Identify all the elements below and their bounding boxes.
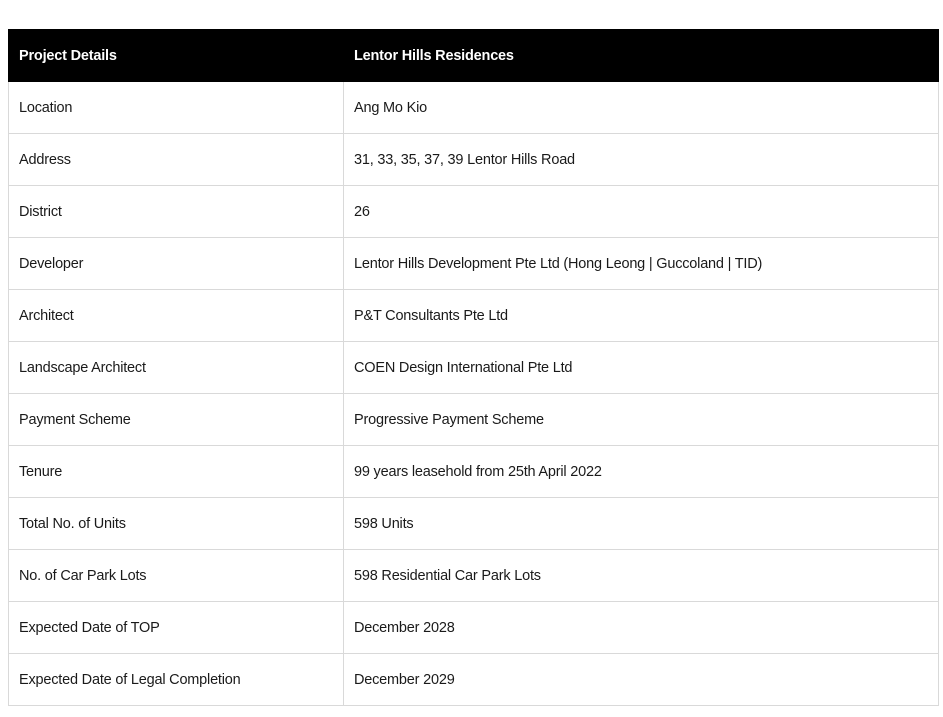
project-details-table-container bbox=[8, 29, 938, 706]
row-label: District bbox=[9, 186, 344, 238]
table-row bbox=[9, 134, 939, 186]
row-value: Ang Mo Kio bbox=[344, 82, 939, 134]
table-row bbox=[9, 654, 939, 706]
row-value: December 2029 bbox=[344, 654, 939, 706]
table-row bbox=[9, 238, 939, 290]
row-label: Address bbox=[9, 134, 344, 186]
row-value: Progressive Payment Scheme bbox=[344, 394, 939, 446]
row-label: Location bbox=[9, 82, 344, 134]
row-label: No. of Car Park Lots bbox=[9, 550, 344, 602]
row-label: Expected Date of Legal Completion bbox=[9, 654, 344, 706]
row-label: Landscape Architect bbox=[9, 342, 344, 394]
header-cell-label: Project Details bbox=[9, 30, 344, 82]
row-label: Architect bbox=[9, 290, 344, 342]
table-row bbox=[9, 498, 939, 550]
row-value: 99 years leasehold from 25th April 2022 bbox=[344, 446, 939, 498]
row-value: P&T Consultants Pte Ltd bbox=[344, 290, 939, 342]
row-value: 598 Residential Car Park Lots bbox=[344, 550, 939, 602]
row-value: Lentor Hills Development Pte Ltd (Hong Leong | Guccoland | TID) bbox=[344, 238, 939, 290]
row-value: COEN Design International Pte Ltd bbox=[344, 342, 939, 394]
row-value: 26 bbox=[344, 186, 939, 238]
row-value: 598 Units bbox=[344, 498, 939, 550]
table-row bbox=[9, 186, 939, 238]
table-row bbox=[9, 602, 939, 654]
table-row bbox=[9, 446, 939, 498]
table-row bbox=[9, 342, 939, 394]
row-value: 31, 33, 35, 37, 39 Lentor Hills Road bbox=[344, 134, 939, 186]
row-label: Developer bbox=[9, 238, 344, 290]
header-cell-value: Lentor Hills Residences bbox=[344, 30, 939, 82]
table-row bbox=[9, 82, 939, 134]
row-value: December 2028 bbox=[344, 602, 939, 654]
table-row bbox=[9, 394, 939, 446]
row-label: Expected Date of TOP bbox=[9, 602, 344, 654]
project-details-table bbox=[8, 29, 939, 706]
table-header-row bbox=[9, 30, 939, 82]
row-label: Payment Scheme bbox=[9, 394, 344, 446]
row-label: Total No. of Units bbox=[9, 498, 344, 550]
row-label: Tenure bbox=[9, 446, 344, 498]
table-row bbox=[9, 550, 939, 602]
table-row bbox=[9, 290, 939, 342]
